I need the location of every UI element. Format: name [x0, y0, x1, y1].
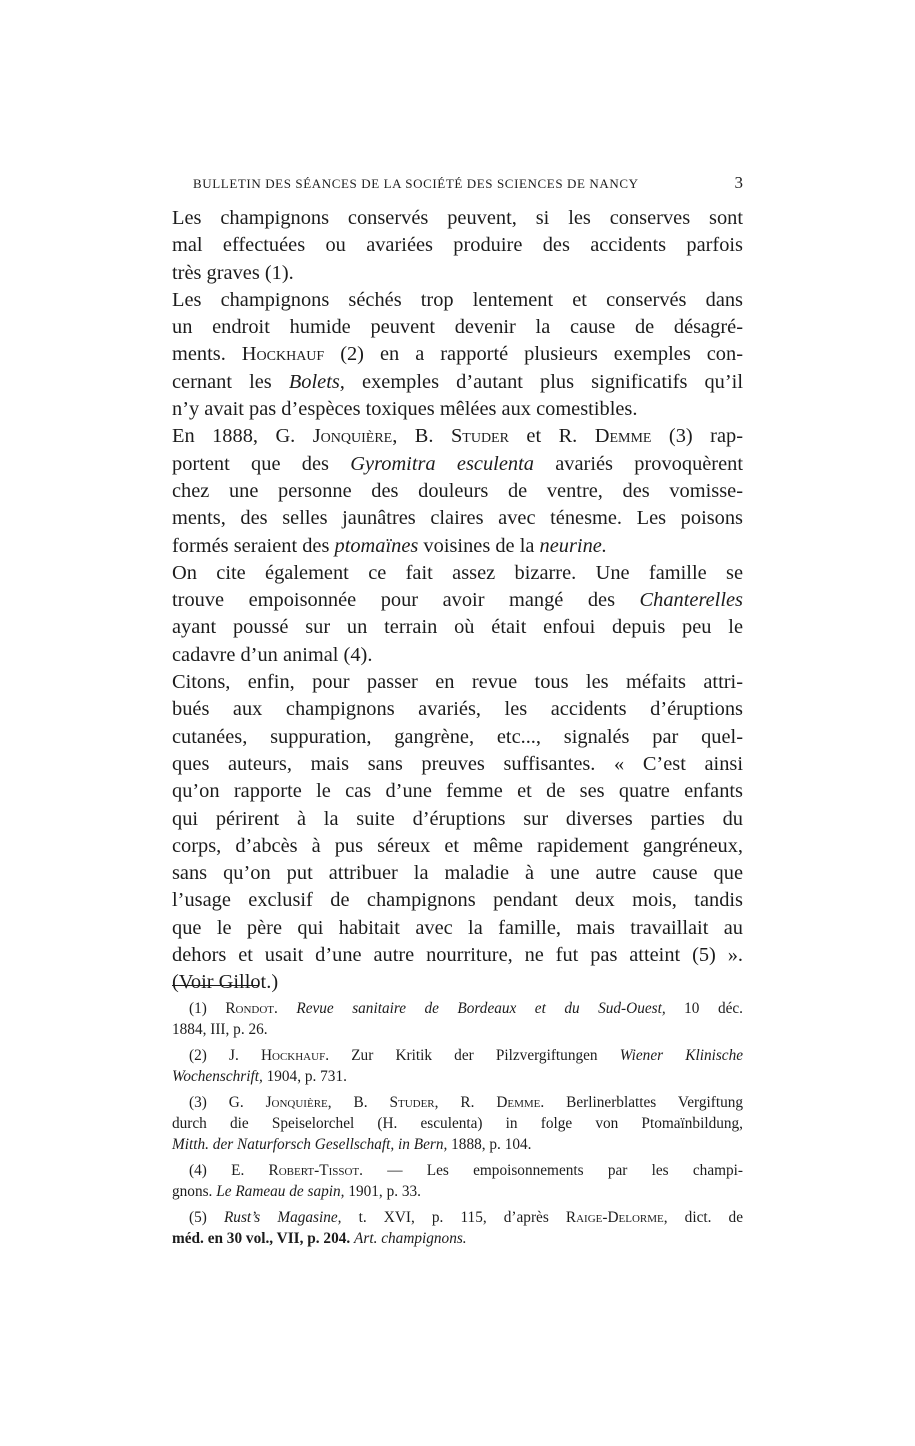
species-name: Chanterelles: [639, 589, 743, 612]
text-line: n’y avait pas d’espèces toxiques mêlées aux comestibles.: [172, 398, 638, 421]
author-name: Jonquière: [312, 425, 393, 448]
text-run: (3) rap-: [651, 425, 743, 448]
author-name: Studer: [450, 425, 509, 448]
author-name: Demme: [496, 1094, 541, 1111]
text-line: [172, 1181, 743, 1202]
paragraph-2: [172, 287, 743, 423]
text-line: cutanées, suppuration, gangrène, etc..., signalés par quel-: [172, 725, 743, 748]
text-line: [172, 587, 743, 614]
text-line: dehors et usait d’une autre nourriture, ne fut pas atteint (5) ».: [172, 944, 743, 967]
footnote-separator: [172, 985, 258, 986]
journal-title: Rust’s Magasine,: [223, 1209, 342, 1226]
text-line: ayant poussé sur un terrain où était enfoui depuis peu le: [172, 616, 743, 639]
journal-title: Wiener Klinische: [619, 1047, 744, 1064]
page-number: 3: [734, 173, 743, 192]
paragraph-4: [172, 560, 743, 669]
text-line: l’usage exclusif de champignons pendant deux mois, tandis: [172, 889, 743, 912]
text-line: [172, 1228, 743, 1249]
text-line: [172, 1134, 743, 1155]
text-line: [172, 998, 743, 1019]
text-run: trouve empoisonnée pour avoir mangé des: [172, 589, 640, 612]
term: ptomaïnes: [334, 534, 419, 557]
text-line: bués aux champignons avariés, les accidents d’éruptions: [172, 698, 743, 721]
text-run: (2) J.: [189, 1047, 261, 1064]
text-line: très graves (1).: [172, 261, 294, 284]
paragraph-1: [172, 205, 743, 287]
text-run: gnons.: [172, 1183, 217, 1200]
journal-title: Mitth. der Naturforsch Gesellschaft, in Bern,: [172, 1136, 448, 1153]
text-line: [172, 423, 743, 450]
paragraph-3: [172, 423, 743, 559]
text-run: portent que des: [172, 452, 351, 475]
footnote-4: [172, 1160, 743, 1202]
text-line: [172, 1160, 743, 1181]
journal-title: Revue sanitaire de Bordeaux et du Sud-Ouest,: [296, 1000, 666, 1017]
text-run: (4) E.: [189, 1162, 269, 1179]
text-line: ments, des selles jaunâtres claires avec ténesme. Les poisons: [172, 507, 743, 530]
author-name: Robert-Tissot: [268, 1162, 360, 1179]
text-run: (1): [189, 1000, 226, 1017]
text-run: formés seraient des: [172, 534, 335, 557]
text-line: [172, 1045, 743, 1066]
text-run: méd. en 30 vol., VII, p. 204.: [172, 1230, 355, 1247]
text-run: , B.: [392, 425, 451, 448]
author-name: Studer: [389, 1094, 435, 1111]
text-run: (5): [189, 1209, 224, 1226]
text-run: voisines de la: [418, 534, 540, 557]
author-name: Hockhauf: [260, 1047, 326, 1064]
author-name: Rondot: [225, 1000, 275, 1017]
text-line: ques auteurs, mais sans preuves suffisantes. « C’est ainsi: [172, 752, 743, 775]
running-title: BULLETIN DES SÉANCES DE LA SOCIÉTÉ DES SCIENCES DE NANCY: [193, 176, 639, 191]
text-line: que le père qui habitait avec la famille, mais travaillait au: [172, 916, 743, 939]
paragraph-5: [172, 669, 743, 997]
footnote-3: [172, 1092, 743, 1155]
text-line: sans qu’on put attribuer la maladie à une autre cause que: [172, 862, 743, 885]
text-run: avariés provoquèrent: [533, 452, 744, 475]
text-run: t. XVI, p. 115, d’après: [341, 1209, 566, 1226]
author-name: Raige-Delorme: [565, 1209, 664, 1226]
text-run: En 1888, G.: [172, 425, 313, 448]
text-run: (2) en a rapporté plusieurs exemples con-: [324, 343, 743, 366]
footnote-5: [172, 1207, 743, 1249]
text-run: 1901, p. 33.: [344, 1183, 421, 1200]
text-line: durch die Speiselorchel (H. esculenta) in folge von Ptomaïnbildung,: [172, 1115, 743, 1132]
text-run: et R.: [508, 425, 595, 448]
term: neurine.: [539, 534, 607, 557]
text-line: [172, 533, 743, 560]
text-line: un endroit humide peuvent devenir la cause de désagré-: [172, 316, 743, 339]
text-line: chez une personne des douleurs de ventre, des vomisse-: [172, 479, 743, 502]
text-line: cadavre d’un animal (4).: [172, 643, 373, 666]
text-run: ments.: [172, 343, 242, 366]
author-name: Hockhauf: [241, 343, 325, 366]
author-name: Demme: [594, 425, 652, 448]
running-header: [193, 173, 743, 193]
text-line: mal effectuées ou avariées produire des accidents parfois: [172, 234, 743, 257]
text-run: cernant les: [172, 370, 289, 393]
text-line: [172, 451, 743, 478]
footnote-1: [172, 998, 743, 1040]
text-run: , B.: [327, 1094, 390, 1111]
text-line: corps, d’abcès à pus séreux et même rapidement gangréneux,: [172, 834, 743, 857]
species-name: Gyromitra esculenta: [350, 452, 534, 475]
text-line: qui périrent à la suite d’éruptions sur diverses parties du: [172, 807, 743, 830]
text-line: 1884, III, p. 26.: [172, 1021, 268, 1038]
footnote-2: [172, 1045, 743, 1087]
author-name: Jonquière: [265, 1094, 328, 1111]
text-line: qu’on rapporte le cas d’une femme et de ses quatre enfants: [172, 780, 743, 803]
text-line: [172, 1066, 743, 1087]
journal-title: Le Rameau de sapin,: [216, 1183, 345, 1200]
text-line: Les champignons séchés trop lentement et conservés dans: [172, 288, 743, 311]
text-line: [172, 341, 743, 368]
text-run: 10 déc.: [665, 1000, 743, 1017]
text-run: . Berlinerblattes Vergiftung: [540, 1094, 744, 1111]
text-run: . Zur Kritik der Pilzvergiftungen: [325, 1047, 620, 1064]
text-line: (Voir Gillot.): [172, 971, 279, 994]
text-line: [172, 1092, 743, 1113]
text-line: Les champignons conservés peuvent, si les conserves sont: [172, 207, 743, 229]
species-name: Bolets,: [288, 370, 345, 393]
text-run: , R.: [434, 1094, 497, 1111]
text-run: . — Les empoisonnements par les champi-: [359, 1162, 743, 1179]
text-run: (3) G.: [189, 1094, 266, 1111]
text-line: Citons, enfin, pour passer en revue tous les méfaits attri-: [172, 671, 743, 694]
text-run: 1888, p. 104.: [447, 1136, 532, 1153]
text-line: [172, 369, 743, 396]
journal-title: Wochenschrift,: [172, 1068, 263, 1085]
text-line: [172, 1207, 743, 1228]
text-run: exemples d’autant plus significatifs qu’il: [344, 370, 743, 393]
footnotes: [172, 998, 743, 1254]
article-title: Art. champignons.: [354, 1230, 467, 1247]
text-run: .: [274, 1000, 297, 1017]
main-text: [172, 205, 743, 997]
text-run: 1904, p. 731.: [262, 1068, 347, 1085]
text-line: On cite également ce fait assez bizarre. Une famille se: [172, 561, 743, 584]
text-run: , dict. de: [663, 1209, 743, 1226]
